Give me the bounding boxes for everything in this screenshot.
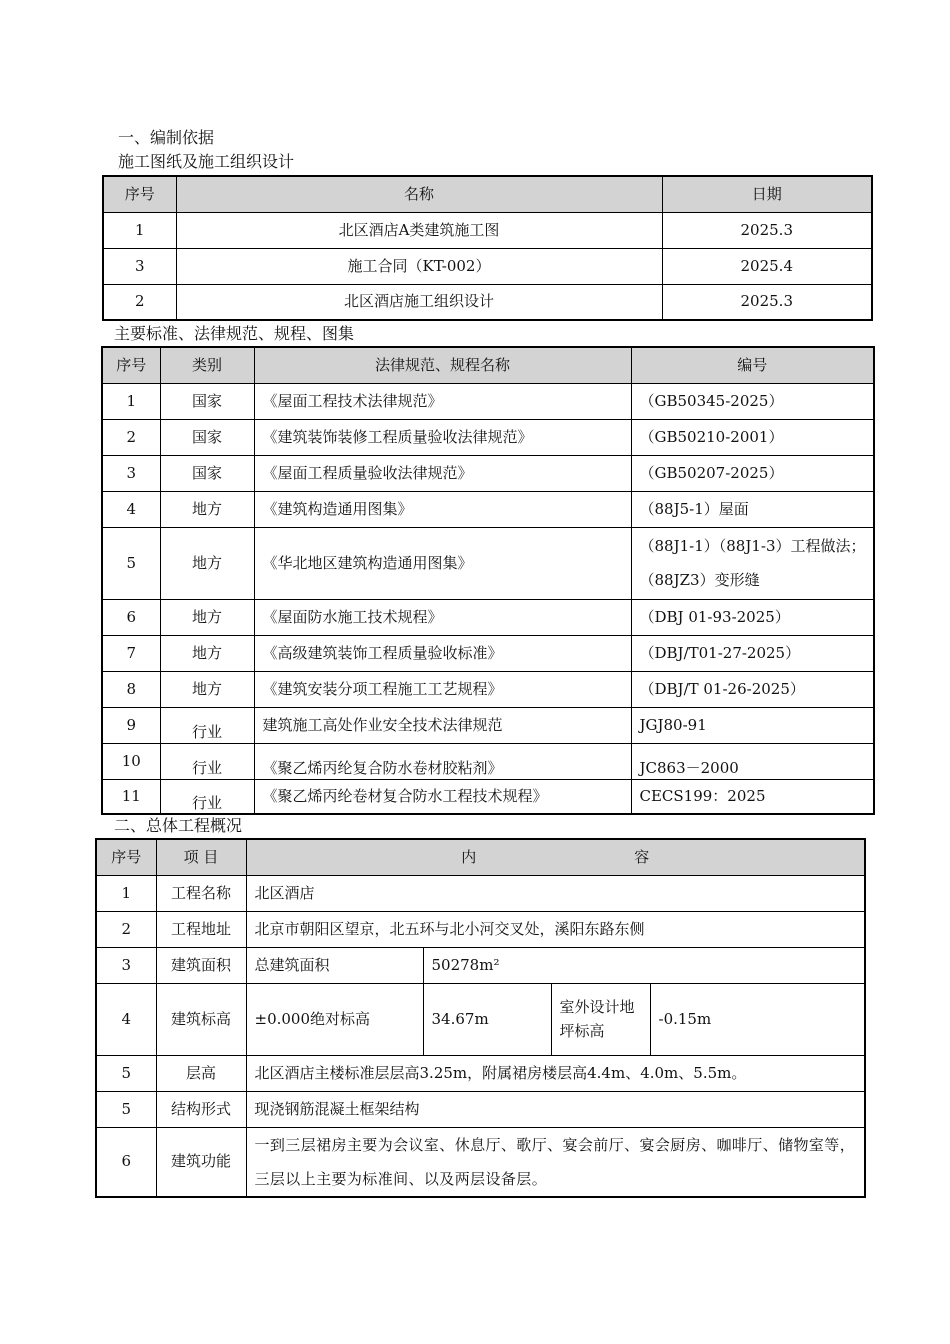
cell-no: 4	[96, 983, 156, 1055]
table-header-row	[96, 839, 865, 875]
cell-no: 6	[102, 599, 160, 635]
cell-date: 2025.3	[662, 212, 872, 248]
cell-name: 施工合同（KT-002）	[176, 248, 662, 284]
cell-category: 地方	[160, 671, 254, 707]
cell-code: （GB50207-2025）	[631, 455, 874, 491]
subheading-drawings: 施工图纸及施工组织设计	[118, 152, 295, 171]
header-item: 项 目	[156, 839, 246, 875]
cell-area-label: 总建筑面积	[246, 947, 423, 983]
cell-standard-name: 《聚乙烯丙纶卷材复合防水工程技术规程》	[254, 779, 631, 814]
cell-category: 地方	[160, 491, 254, 527]
cell-category: 国家	[160, 455, 254, 491]
table-row	[102, 491, 874, 527]
cell-standard-name: 《聚乙烯丙纶复合防水卷材胶粘剂》	[254, 743, 631, 779]
header-content	[246, 839, 865, 875]
cell-item: 工程地址	[156, 911, 246, 947]
cell-no: 5	[96, 1055, 156, 1091]
table-row	[96, 1055, 865, 1091]
header-standard-name: 法律规范、规程名称	[254, 347, 631, 383]
cell-code: （88J5-1）屋面	[631, 491, 874, 527]
header-name: 名称	[176, 176, 662, 212]
table-row	[96, 1127, 865, 1197]
table-row	[102, 599, 874, 635]
cell-content: 一到三层裙房主要为会议室、休息厅、歌厅、宴会前厅、宴会厨房、咖啡厅、储物室等，三层以上主要为标准间、以及两层设备层。	[246, 1127, 865, 1197]
header-no: 序号	[102, 347, 160, 383]
table-row	[102, 383, 874, 419]
table-row	[96, 983, 865, 1055]
table-row	[96, 875, 865, 911]
cell-standard-name: 《高级建筑装饰工程质量验收标准》	[254, 635, 631, 671]
cell-category: 国家	[160, 419, 254, 455]
cell-no: 1	[103, 212, 176, 248]
cell-no: 3	[103, 248, 176, 284]
header-category: 类别	[160, 347, 254, 383]
table-row	[102, 455, 874, 491]
cell-code: （DBJ/T 01-26-2025）	[631, 671, 874, 707]
cell-outdoor-value: -0.15m	[650, 983, 865, 1055]
cell-no: 11	[102, 779, 160, 814]
cell-category: 行业	[160, 743, 254, 779]
cell-no: 8	[102, 671, 160, 707]
subheading-standards: 主要标准、法律规范、规程、图集	[114, 324, 355, 343]
standards-table	[101, 346, 875, 815]
cell-no: 3	[102, 455, 160, 491]
cell-code: JC863－2000	[631, 743, 874, 779]
table-row	[102, 743, 874, 779]
cell-standard-name: 建筑施工高处作业安全技术法律规范	[254, 707, 631, 743]
cell-standard-name: 《屋面工程技术法律规范》	[254, 383, 631, 419]
cell-name: 北区酒店A类建筑施工图	[176, 212, 662, 248]
table-row	[96, 947, 865, 983]
table-row	[102, 419, 874, 455]
header-no: 序号	[96, 839, 156, 875]
table-row	[102, 527, 874, 599]
table-row	[102, 707, 874, 743]
cell-outdoor-label: 室外设计地坪标高	[551, 983, 650, 1055]
cell-item: 层高	[156, 1055, 246, 1091]
cell-name: 北区酒店施工组织设计	[176, 284, 662, 320]
cell-category: 地方	[160, 599, 254, 635]
cell-category: 地方	[160, 635, 254, 671]
cell-code: （GB50210-2001）	[631, 419, 874, 455]
table-row	[96, 911, 865, 947]
cell-no: 1	[96, 875, 156, 911]
cell-standard-name: 《建筑装饰装修工程质量验收法律规范》	[254, 419, 631, 455]
header-no: 序号	[103, 176, 176, 212]
cell-code: CECS199：2025	[631, 779, 874, 814]
cell-content: 现浇钢筋混凝土框架结构	[246, 1091, 865, 1127]
cell-no: 9	[102, 707, 160, 743]
drawings-table	[102, 175, 873, 321]
overview-table	[95, 838, 866, 1198]
cell-standard-name: 《华北地区建筑构造通用图集》	[254, 527, 631, 599]
cell-no: 6	[96, 1127, 156, 1197]
cell-no: 7	[102, 635, 160, 671]
table-row	[102, 779, 874, 814]
cell-standard-name: 《屋面防水施工技术规程》	[254, 599, 631, 635]
cell-no: 3	[96, 947, 156, 983]
cell-no: 5	[102, 527, 160, 599]
header-content-1: 内	[461, 847, 477, 866]
cell-code: JGJ80-91	[631, 707, 874, 743]
cell-code: （88J1-1）（88J1-3）工程做法；（88JZ3）变形缝	[631, 527, 874, 599]
cell-item: 建筑面积	[156, 947, 246, 983]
cell-code: （DBJ 01-93-2025）	[631, 599, 874, 635]
table-row	[103, 284, 872, 320]
cell-no: 2	[103, 284, 176, 320]
cell-item: 建筑功能	[156, 1127, 246, 1197]
cell-item: 结构形式	[156, 1091, 246, 1127]
cell-category: 地方	[160, 527, 254, 599]
cell-no: 5	[96, 1091, 156, 1127]
cell-elevation-label: ±0.000绝对标高	[246, 983, 423, 1055]
cell-no: 4	[102, 491, 160, 527]
cell-category: 国家	[160, 383, 254, 419]
table-header-row	[103, 176, 872, 212]
cell-no: 2	[96, 911, 156, 947]
cell-content: 北区酒店主楼标准层层高3.25m，附属裙房楼层高4.4m、4.0m、5.5m。	[246, 1055, 865, 1091]
header-code: 编号	[631, 347, 874, 383]
cell-date: 2025.4	[662, 248, 872, 284]
cell-standard-name: 《建筑构造通用图集》	[254, 491, 631, 527]
cell-no: 1	[102, 383, 160, 419]
cell-item: 建筑标高	[156, 983, 246, 1055]
table-row	[102, 635, 874, 671]
table-row	[96, 1091, 865, 1127]
cell-item: 工程名称	[156, 875, 246, 911]
cell-standard-name: 《建筑安装分项工程施工工艺规程》	[254, 671, 631, 707]
cell-category: 行业	[160, 707, 254, 743]
table-header-row	[102, 347, 874, 383]
cell-no: 2	[102, 419, 160, 455]
cell-code: （GB50345-2025）	[631, 383, 874, 419]
cell-date: 2025.3	[662, 284, 872, 320]
cell-code: （DBJ/T01-27-2025）	[631, 635, 874, 671]
cell-no: 10	[102, 743, 160, 779]
header-date: 日期	[662, 176, 872, 212]
cell-standard-name: 《屋面工程质量验收法律规范》	[254, 455, 631, 491]
table-row	[102, 671, 874, 707]
cell-elevation-value: 34.67m	[423, 983, 551, 1055]
cell-area-value: 50278m²	[423, 947, 865, 983]
table-row	[103, 212, 872, 248]
header-content-2: 容	[634, 847, 650, 866]
table-row	[103, 248, 872, 284]
section-heading-2: 二、总体工程概况	[114, 816, 243, 835]
section-heading-1: 一、编制依据	[118, 128, 215, 147]
cell-content: 北京市朝阳区望京，北五环与北小河交叉处，溪阳东路东侧	[246, 911, 865, 947]
cell-content: 北区酒店	[246, 875, 865, 911]
cell-category: 行业	[160, 779, 254, 814]
